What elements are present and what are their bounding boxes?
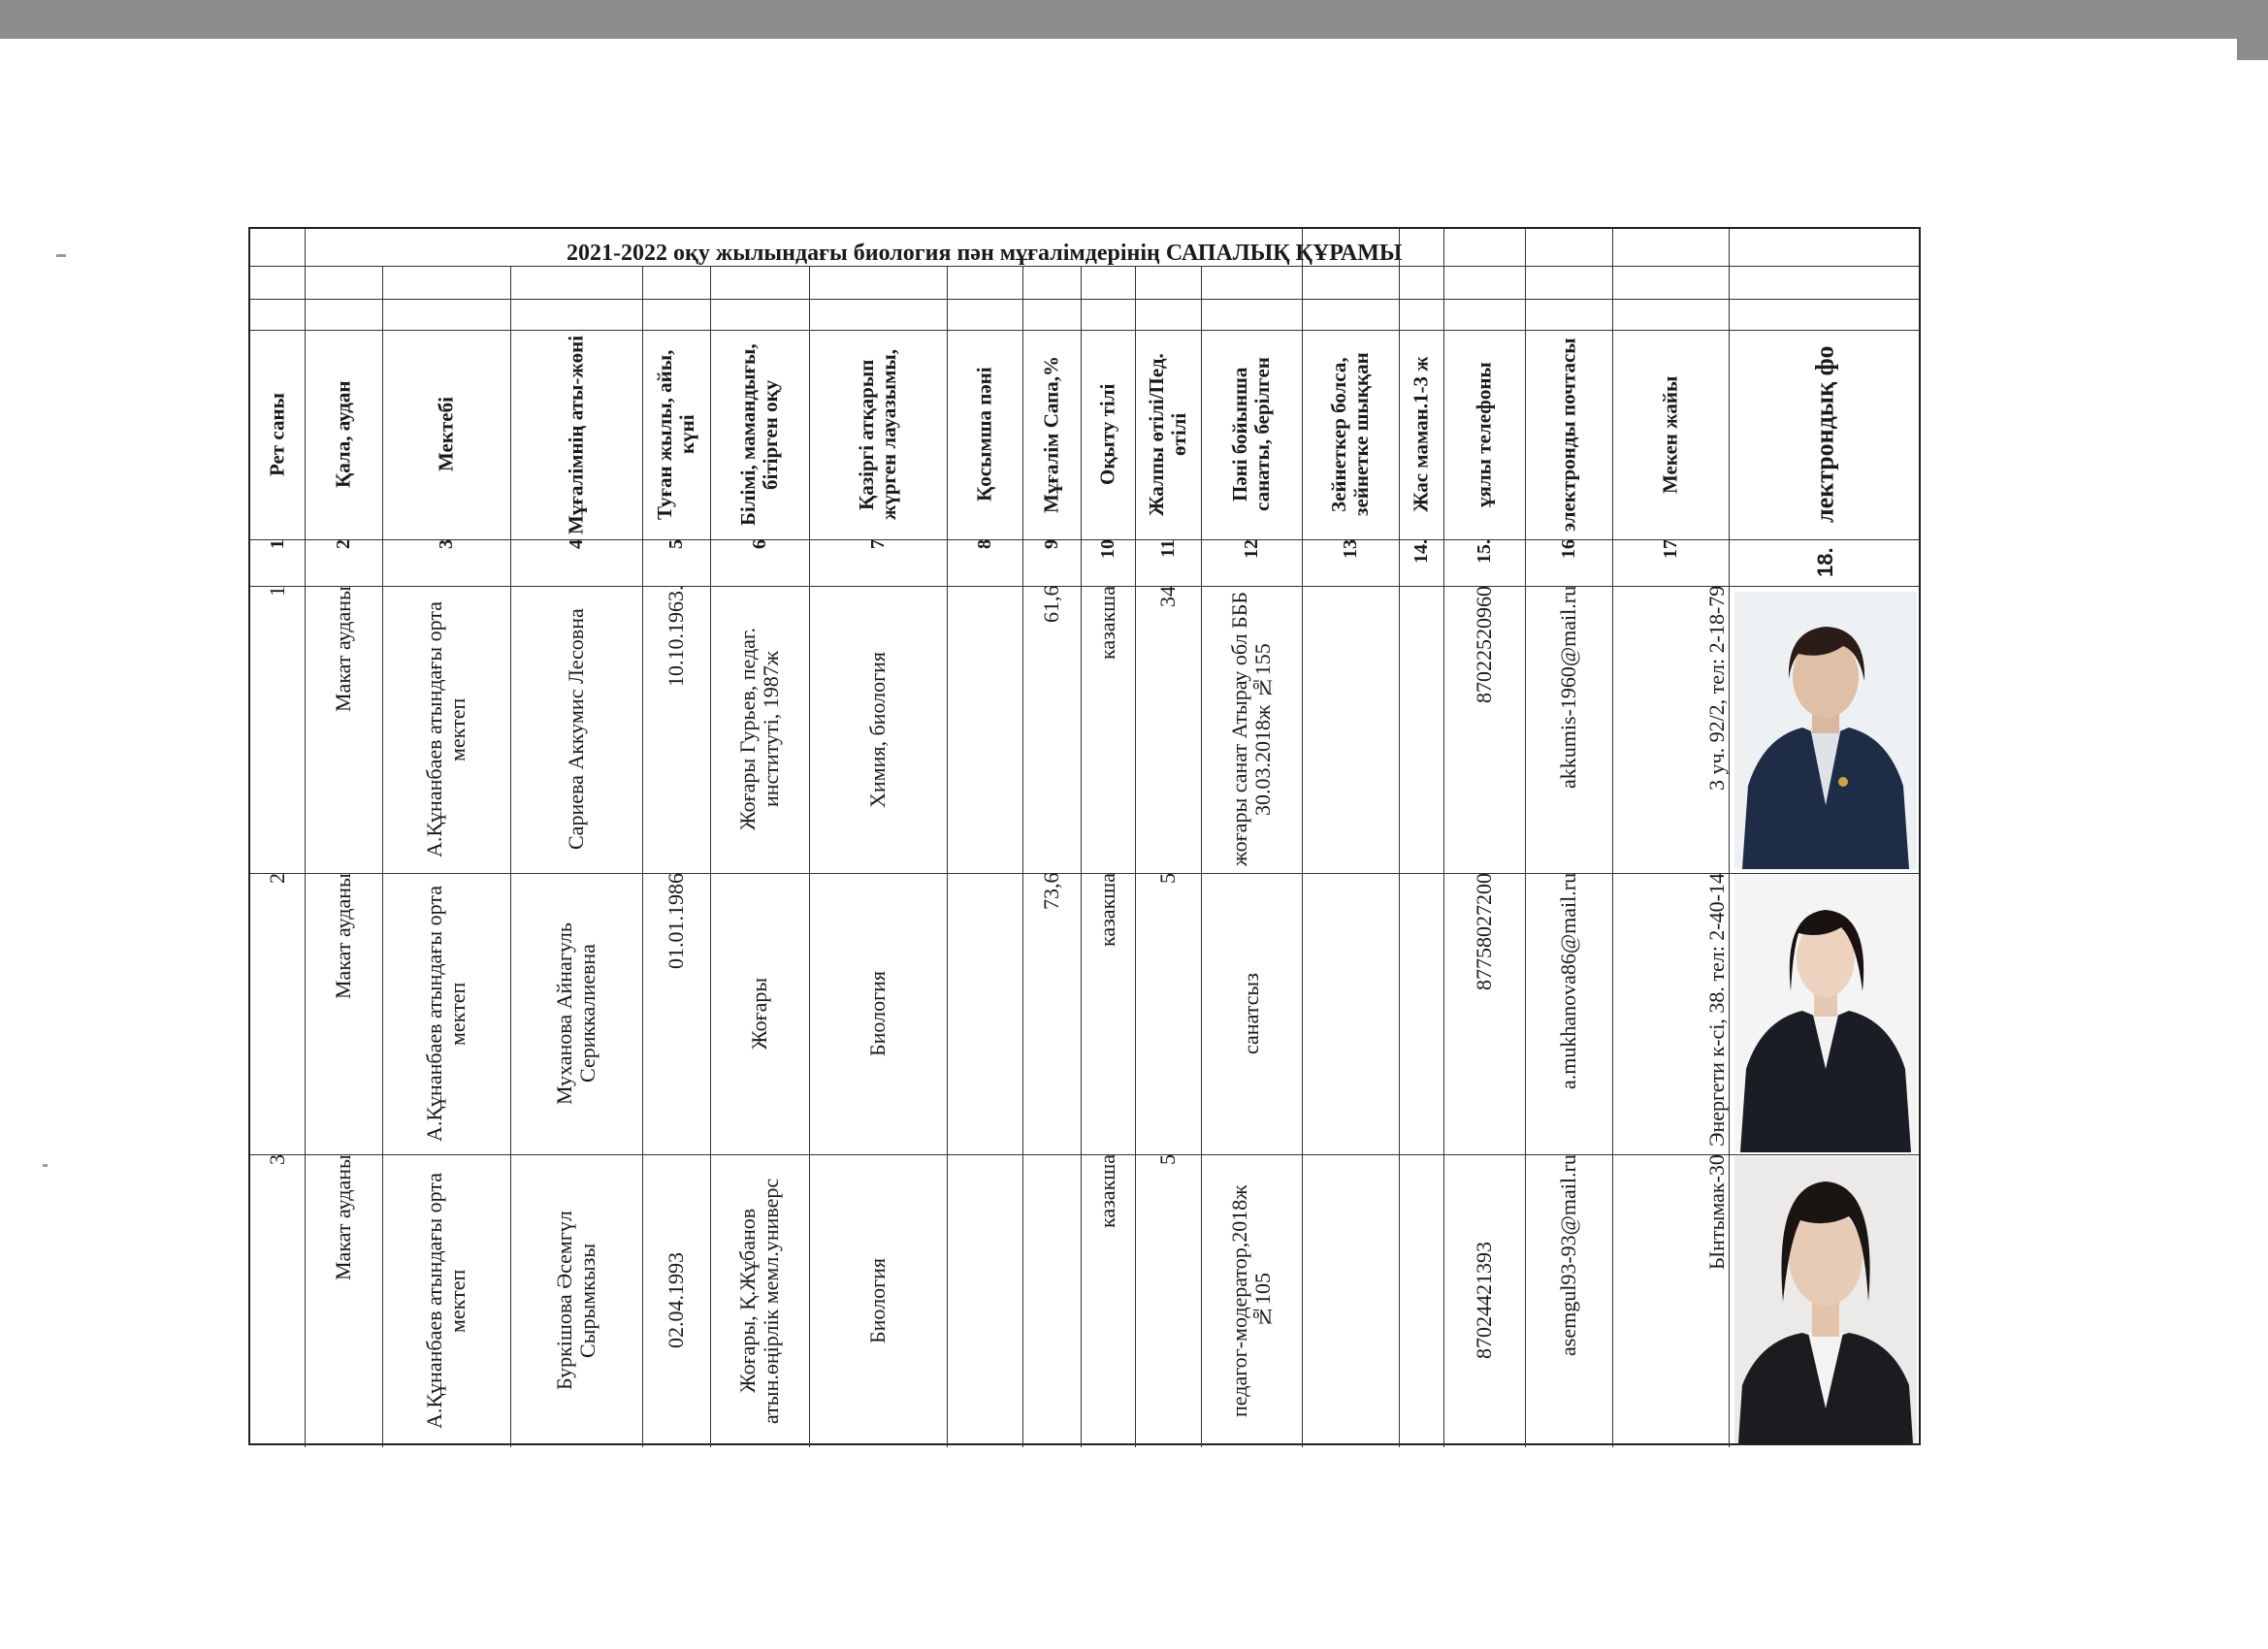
- cell-extra-subject: [947, 873, 1022, 1154]
- cell-category: жоғары санат Атырау обл БББ 30.03.2018ж №155: [1226, 592, 1275, 867]
- scan-edge-shadow: [2237, 39, 2268, 60]
- cell-position: Биология: [864, 971, 890, 1057]
- cell-quality: [1022, 1154, 1081, 1447]
- cell-young-specialist: [1399, 586, 1443, 873]
- cell-position: Биология: [864, 1258, 890, 1344]
- cell-extra-subject: [947, 1154, 1022, 1447]
- cell-birth-date: 02.04.1993: [663, 1252, 688, 1349]
- cell-address: Энергети к-сі, 38. тел: 2-40-14: [1703, 873, 1729, 1147]
- cell-position: Химия, биология: [864, 651, 890, 808]
- cell-district: Макат ауданы: [330, 873, 355, 999]
- column-number: 8: [974, 539, 995, 549]
- cell-order-no: 2: [264, 873, 289, 884]
- column-number: 15.: [1474, 539, 1495, 564]
- cell-experience: 34: [1154, 586, 1180, 607]
- cell-experience: 5: [1154, 1154, 1180, 1165]
- cell-school: А.Құнанбаев атындағы орта мектеп: [421, 1173, 470, 1429]
- cell-pension: [1302, 586, 1399, 873]
- column-number: 14.: [1410, 539, 1432, 564]
- column-number: 18.: [1812, 547, 1837, 578]
- teacher-photo-2: [1734, 875, 1917, 1152]
- cell-category: санатсыз: [1238, 973, 1263, 1054]
- column-number: 5: [665, 539, 687, 549]
- row-rule: [250, 266, 1919, 267]
- cell-quality: 73,6: [1038, 873, 1063, 911]
- header-order-no: Рет саны: [265, 393, 289, 477]
- cell-email: a.mukhanova86@mail.ru: [1555, 873, 1580, 1090]
- cell-pension: [1302, 873, 1399, 1154]
- cell-school: А.Құнанбаев атындағы орта мектеп: [421, 886, 470, 1142]
- cell-young-specialist: [1399, 1154, 1443, 1447]
- column-number: 17: [1660, 539, 1681, 559]
- cell-order-no: 1: [264, 586, 289, 597]
- header-education: Білімі, мамандығы, бітірген оқу: [735, 343, 782, 526]
- teacher-photo-3: [1734, 1156, 1917, 1443]
- header-address: Мекен жайы: [1658, 375, 1682, 494]
- cell-experience: 5: [1154, 873, 1180, 884]
- cell-district: Макат ауданы: [330, 1154, 355, 1280]
- cell-pension: [1302, 1154, 1399, 1447]
- cell-birth-date: 10.10.1963.: [663, 586, 688, 688]
- column-number: 16: [1558, 539, 1579, 559]
- cell-mobile-phone: 87022520960: [1471, 586, 1496, 703]
- cell-teacher-name: Буркішова Әсемгүл Сырымкызы: [551, 1211, 599, 1391]
- cell-email: akkumis-1960@mail.ru: [1555, 586, 1580, 790]
- cell-order-no: 3: [264, 1154, 289, 1165]
- cell-mobile-phone: 87024421393: [1471, 1242, 1496, 1360]
- header-experience: Жалпы өтілі/Пед. өтілі: [1144, 353, 1190, 516]
- header-photo: лектрондық фо: [1810, 345, 1839, 524]
- cell-address: 3 уч. 92/2, тел: 2-18-79: [1703, 586, 1729, 792]
- scan-top-bar: [0, 0, 2268, 39]
- cell-education: Жоғары Гурьев, педаг. институті, 1987ж: [734, 628, 783, 831]
- cell-quality: 61,6: [1038, 586, 1063, 624]
- scan-speck: [56, 254, 66, 257]
- header-district: Қала, аудан: [331, 380, 355, 489]
- column-number: 3: [436, 539, 457, 549]
- cell-email: asemgul93-93@mail.ru: [1555, 1154, 1580, 1356]
- cell-extra-subject: [947, 586, 1022, 873]
- column-number: 7: [867, 539, 889, 549]
- cell-language: казакша: [1094, 1154, 1119, 1228]
- header-extra-subject: Қосымша пәні: [972, 367, 996, 502]
- column-number: 11: [1157, 539, 1179, 558]
- header-position: Қазіргі атқарып жүрген лауазымы,: [854, 348, 900, 521]
- header-birth-date: Туған жылы, айы, күні: [652, 349, 698, 520]
- cell-teacher-name: Сариева Аккумис Лесовна: [563, 608, 588, 851]
- header-quality: Мұғалім Сапа,%: [1039, 356, 1063, 513]
- header-language: Оқыту тілі: [1095, 383, 1119, 486]
- header-pension: Зейнеткер болса, зейнетке шыққан: [1326, 352, 1373, 517]
- quality-table: [248, 227, 1921, 1445]
- cell-district: Макат ауданы: [330, 586, 355, 712]
- cell-mobile-phone: 87758027200: [1471, 873, 1496, 990]
- header-teacher-name: Мұғалімнің аты-жөні: [564, 335, 588, 534]
- header-school: Мектебі: [434, 397, 458, 472]
- cell-birth-date: 01.01.1986: [663, 873, 688, 969]
- table-title: 2021-2022 оқу жылындағы биология пән мұғалімдерінің САПАЛЫҚ ҚҰРАМЫ: [567, 241, 1403, 266]
- cell-young-specialist: [1399, 873, 1443, 1154]
- cell-language: казакша: [1094, 873, 1119, 947]
- column-number: 10: [1097, 539, 1118, 559]
- cell-teacher-name: Муханова Айнагуль Сериккалиевна: [551, 922, 599, 1105]
- row-rule: [250, 299, 1919, 300]
- teacher-photo-1: [1734, 592, 1917, 869]
- column-number: 1: [267, 539, 288, 549]
- header-young-specialist: Жас маман.1-3 ж: [1409, 356, 1433, 513]
- cell-education: Жоғары: [746, 977, 771, 1051]
- scan-speck: [43, 1164, 48, 1167]
- header-category: Пәні бойынша санаты, берілген: [1227, 357, 1274, 512]
- header-mobile-phone: ұялы телефоны: [1472, 362, 1496, 507]
- cell-address: Ынтымак-30: [1703, 1154, 1729, 1270]
- cell-education: Жоғары, Қ.Жұбанов атын.өңірлік мемл.универс: [734, 1178, 783, 1424]
- cell-language: казакша: [1094, 586, 1119, 660]
- column-number: 6: [749, 539, 770, 549]
- column-number: 9: [1041, 539, 1062, 549]
- column-number: 13: [1340, 539, 1361, 559]
- header-email: электронды почтасы: [1556, 338, 1580, 532]
- column-number: 12: [1241, 539, 1262, 559]
- column-number: 4: [566, 539, 587, 549]
- cell-category: педагог-модератор,2018ж №105: [1226, 1184, 1275, 1417]
- cell-school: А.Құнанбаев атындағы орта мектеп: [421, 601, 470, 857]
- column-number: 2: [333, 539, 354, 549]
